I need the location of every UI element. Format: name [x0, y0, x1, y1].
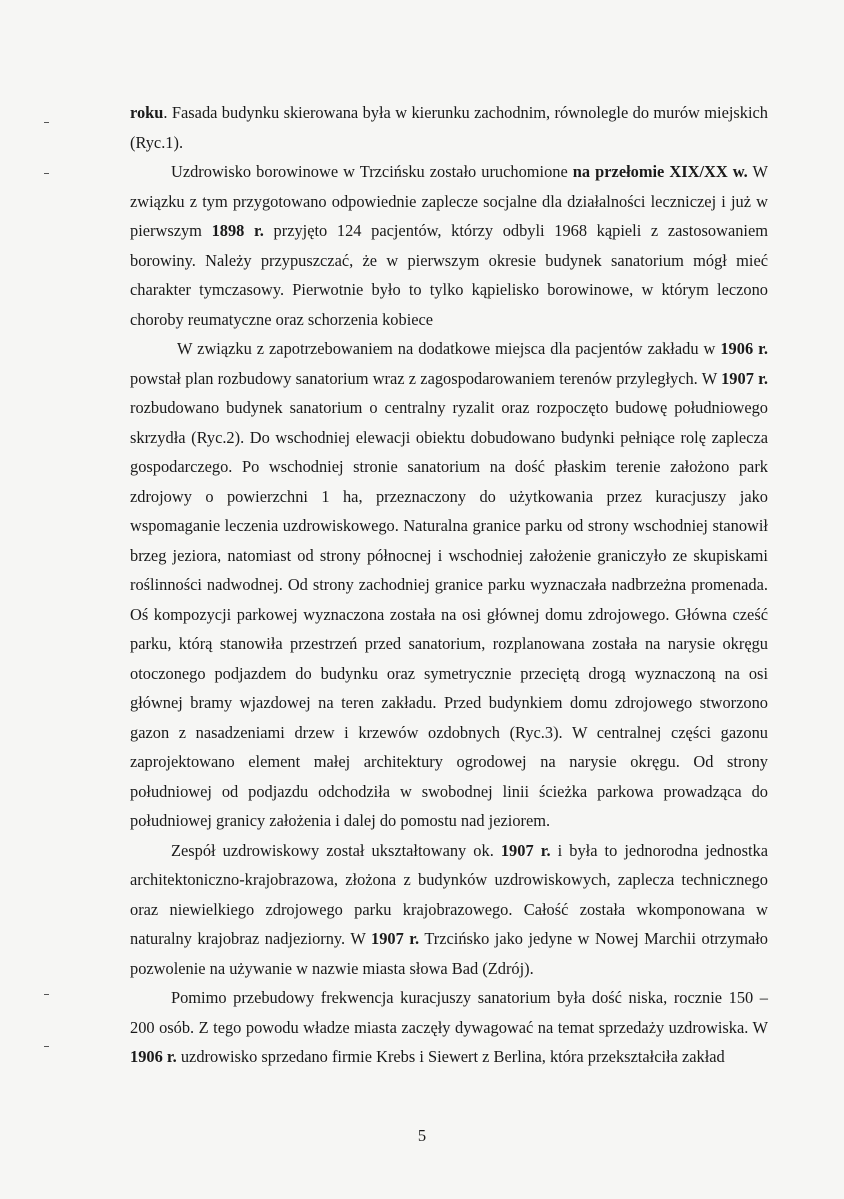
- text-run: Pomimo przebudowy frekwencja kuracjuszy sanatorium była dość niska, rocznie 150 – 200 osób. Z tego powodu władze miasta zaczęły dywagować na temat sprzedaży uzdrowiska. W: [130, 988, 768, 1037]
- bold-text-run: roku: [130, 103, 164, 122]
- text-run: powstał plan rozbudowy sanatorium wraz z zagospodarowaniem terenów przyległych. W: [130, 368, 722, 388]
- text-run: uzdrowisko sprzedano firmie Krebs i Siewert z Berlina, która przekształciła zakład: [176, 1047, 725, 1066]
- text-run: rozbudowano budynek sanatorium o centralny ryzalit oraz rozpoczęto budowę południowego skrzydła (Ryc.2). Do wschodniej elewacji obiektu dobudowano budynki pełniące rolę zaplecza gospodarczego. Po wschodniej stronie sanatorium na dość płaskim terenie założono park zdrojowy o powierzchni 1 ha, przeznaczony do użytkowania przez kuracjuszy jako wspomaganie leczenia uzdrowiskowego. Naturalna granice parku od strony wschodniej stanowił brzeg jeziora, natomiast od strony północnej i wschodniej założenie graniczyło ze skupiskami roślinności nadwodnej. Od strony zachodniej granice parku wyznaczała nadbrzeżna promenada. Oś kompozycji parkowej wyznaczona została na osi głównej domu zdrojowego. Główna cześć parku, którą stanowiła przestrzeń przed sanatorium, rozplanowana została na narysie okręgu otoczonego podjazdem do budynku oraz symetrycznie przeciętą drogą wyznaczoną na osi głównej bramy wjazdowej na teren zakładu. Przed budynkiem domu zdrojowego stworzono gazon z nasadzeniami drzew i krzewów ozdobnych (Ryc.3). W centralnej części gazonu zaprojektowano element małej architektury ogrodowej na narysie okręgu. Od strony południowej od podjazdu odchodziła w swobodnej linii ścieżka parkowa prowadząca do południowej granicy założenia i dalej do pomostu nad jeziorem.: [130, 398, 768, 830]
- bold-text-run: 1898 r.: [211, 221, 264, 240]
- bold-text-run: 1907 r.: [500, 840, 551, 860]
- body-text: [130, 98, 768, 1072]
- scan-edge-mark: [44, 1046, 49, 1047]
- text-run: Uzdrowisko borowinowe w Trzcińsku zostało uruchomione: [171, 162, 573, 181]
- bold-text-run: na przełomie XIX/XX w.: [572, 162, 748, 181]
- paragraph: [130, 836, 768, 984]
- bold-text-run: 1907 r.: [371, 929, 420, 948]
- scan-edge-mark: [44, 122, 49, 123]
- text-run: . Fasada budynku skierowana była w kierunku zachodnim, równolegle do murów miejskich (Ryc.1).: [130, 103, 768, 152]
- text-run: i była to jednorodna jednostka architektoniczno-krajobrazowa, złożona z budynków uzdrowiskowych, zaplecza technicznego oraz niewielkiego zdrojowego parku krajobrazowego. Całość została wkomponowana w naturalny krajobraz nadjeziorny. W: [130, 840, 768, 948]
- paragraph: [130, 334, 768, 836]
- text-run: W związku z zapotrzebowaniem na dodatkowe miejsca dla pacjentów zakładu w: [177, 339, 721, 358]
- paragraph: [130, 983, 768, 1072]
- paragraph: [130, 98, 768, 157]
- text-run: W związku z tym przygotowano odpowiednie zaplecze socjalne dla działalności leczniczej i już w pierwszym: [130, 162, 768, 240]
- text-run: Zespół uzdrowiskowy został ukształtowany ok.: [171, 840, 501, 860]
- scan-edge-mark: [44, 173, 49, 174]
- page-number: 5: [417, 1126, 427, 1145]
- scan-edge-mark: [44, 994, 49, 995]
- paragraph: [130, 157, 768, 334]
- text-run: przyjęto 124 pacjentów, którzy odbyli 1968 kąpieli z zastosowaniem borowiny. Należy przypuszczać, że w pierwszym okresie budynek sanatorium mógł mieć charakter tymczasowy. Pierwotnie było to tylko kąpielisko borowinowe, w którym leczono choroby reumatyczne oraz schorzenia kobiece: [130, 221, 769, 329]
- bold-text-run: 1906 r.: [130, 1047, 177, 1066]
- text-run: Trzcińsko jako jedyne w Nowej Marchii otrzymało pozwolenie na używanie w nazwie miasta słowa Bad (Zdrój).: [130, 929, 768, 978]
- bold-text-run: 1907 r.: [721, 368, 768, 388]
- bold-text-run: 1906 r.: [720, 339, 768, 358]
